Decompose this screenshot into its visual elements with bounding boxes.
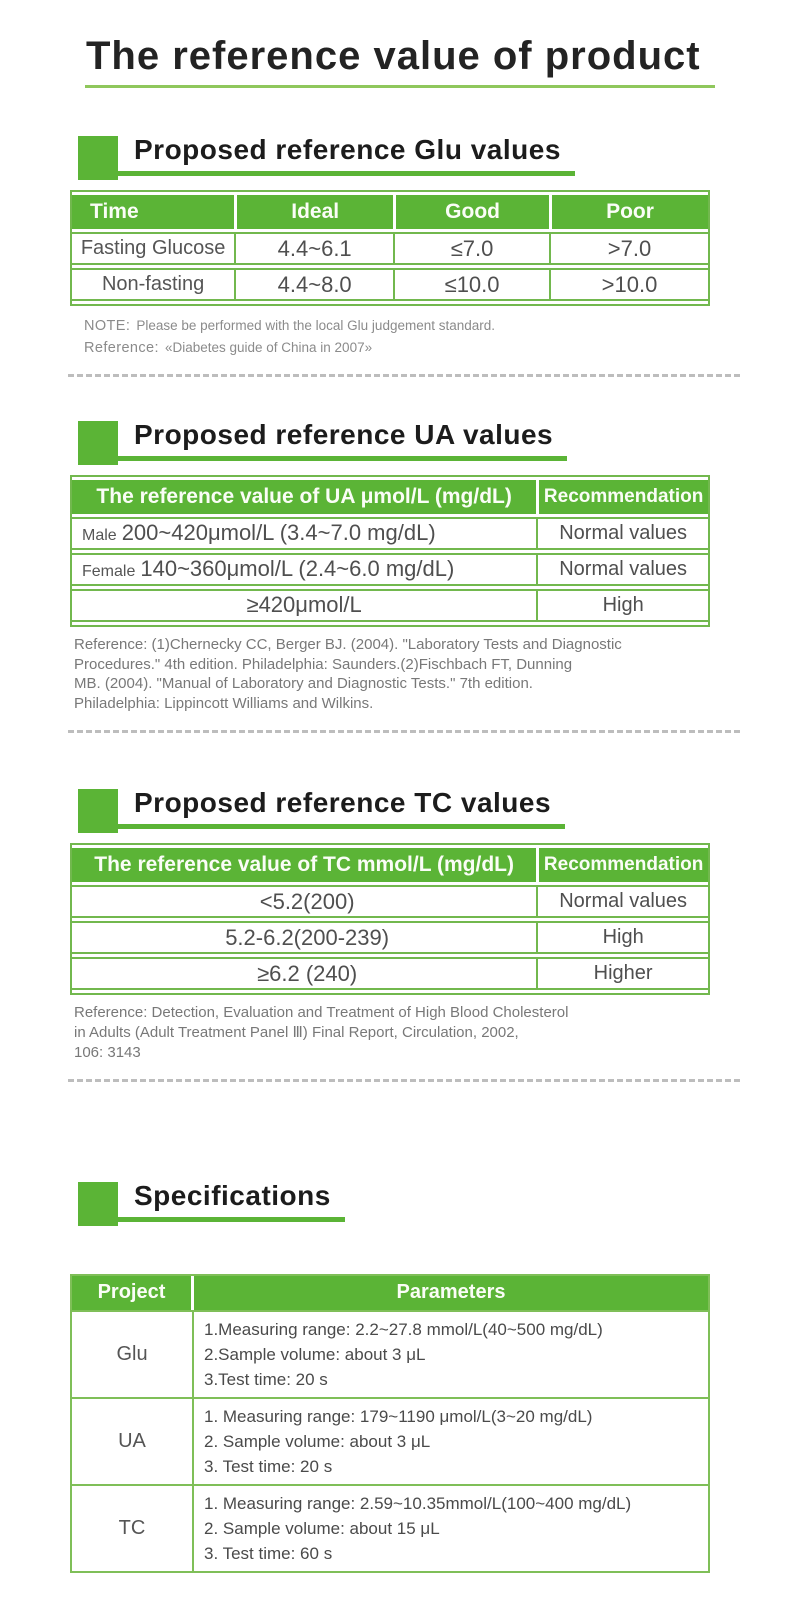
parameter-line: 3.Test time: 20 s: [204, 1369, 328, 1389]
sex-label: Male: [82, 527, 117, 545]
reference-line: Reference: Detection, Evaluation and Treatment of High Blood Cholesterol: [74, 1004, 569, 1022]
dashed-divider: [68, 1079, 740, 1082]
section-glu: [70, 134, 712, 360]
section-glu-heading: Proposed reference Glu values: [118, 134, 575, 176]
tc-table-body: [72, 885, 708, 990]
glu-table-body: [72, 232, 708, 301]
tc-cell-recommendation: High: [536, 921, 708, 954]
tc-table-head: [72, 848, 708, 882]
spec-table-body: [72, 1310, 708, 1571]
glu-col-good: Good: [393, 195, 549, 229]
ua-col-recommendation: Recommendation: [536, 480, 708, 514]
glu-col-time: Time: [72, 195, 234, 229]
ua-range: 140~360μmol/L (2.4~6.0 mg/dL): [140, 556, 455, 582]
tc-col-main: The reference value of TC mmol/L (mg/dL): [72, 848, 536, 882]
glu-header-row: [72, 195, 708, 229]
spec-parameters-ua: [194, 1397, 708, 1484]
glu-cell-good: ≤10.0: [393, 268, 549, 301]
parameter-line: 1. Measuring range: 179~1190 μmol/L(3~20 mg/dL): [204, 1406, 593, 1426]
ua-table-body: [72, 517, 708, 622]
glu-cell-poor: >10.0: [549, 268, 708, 301]
green-square-bullet: [78, 136, 118, 180]
parameter-line: 2. Sample volume: about 3 μL: [204, 1431, 431, 1451]
table-row: [72, 1397, 708, 1484]
glu-cell-ideal: 4.4~6.1: [234, 232, 393, 265]
spec-col-project: Project: [72, 1276, 194, 1310]
section-ua: [70, 419, 712, 714]
table-row: [72, 1310, 708, 1397]
spec-parameters-tc: [194, 1484, 708, 1571]
glu-reference-line: [84, 338, 712, 360]
spec-header-row: [72, 1276, 708, 1310]
ua-header-row: [72, 480, 708, 514]
glu-cell-time: Fasting Glucose: [72, 232, 234, 265]
parameter-line: 2. Sample volume: about 15 μL: [204, 1518, 440, 1538]
reference-line: in Adults (Adult Treatment Panel Ⅲ) Final Report, Circulation, 2002,: [74, 1024, 519, 1042]
glu-table: [70, 190, 710, 306]
table-row: [72, 232, 708, 265]
parameter-line: 1.Measuring range: 2.2~27.8 mmol/L(40~500 mg/dL): [204, 1319, 603, 1339]
table-row: [72, 589, 708, 622]
parameter-line: 3. Test time: 60 s: [204, 1543, 333, 1563]
reference-line: Reference: (1)Chernecky CC, Berger BJ. (2004). "Laboratory Tests and Diagnostic: [74, 635, 622, 653]
reference-line: 106: 3143: [74, 1043, 141, 1061]
parameter-line: 3. Test time: 20 s: [204, 1456, 333, 1476]
spec-project-tc: TC: [72, 1484, 194, 1571]
glu-cell-ideal: 4.4~8.0: [234, 268, 393, 301]
parameter-line: 1. Measuring range: 2.59~10.35mmol/L(100~400 mg/dL): [204, 1493, 632, 1513]
glu-note: [84, 316, 712, 360]
glu-table-head: [72, 195, 708, 229]
section-ua-heading: Proposed reference UA values: [118, 419, 567, 461]
ua-cell-recommendation: High: [536, 589, 708, 622]
table-row: [72, 553, 708, 586]
section-specifications-header: [78, 1180, 712, 1222]
section-tc: [70, 787, 712, 1063]
table-row: [72, 517, 708, 550]
reference-line: Philadelphia: Lippincott Williams and Wilkins.: [74, 695, 374, 713]
tc-header-row: [72, 848, 708, 882]
table-row: [72, 268, 708, 301]
specifications-table: [70, 1274, 710, 1573]
glu-cell-good: ≤7.0: [393, 232, 549, 265]
reference-label: Reference:: [84, 339, 159, 356]
reference-line: Procedures." 4th edition. Philadelphia: Saunders.(2)Fischbach FT, Dunning: [74, 655, 573, 673]
table-row: [72, 957, 708, 990]
tc-cell-value: ≥6.2 (240): [72, 957, 536, 990]
glu-note-line: [84, 316, 712, 338]
page-title: The reference value of product: [86, 34, 701, 78]
ua-cell-value: [72, 517, 536, 550]
section-tc-heading: Proposed reference TC values: [118, 787, 565, 829]
dashed-divider: [68, 374, 740, 377]
ua-cell-value: [72, 589, 536, 622]
reference-line: MB. (2004). "Manual of Laboratory and Diagnostic Tests." 7th edition.: [74, 675, 533, 693]
title-underline: [85, 85, 715, 88]
glu-col-ideal: Ideal: [234, 195, 393, 229]
spec-table-head: [72, 1276, 708, 1310]
dashed-divider: [68, 730, 740, 733]
ua-range: ≥420μmol/L: [246, 592, 362, 618]
note-label: NOTE:: [84, 318, 131, 335]
section-glu-header: [78, 134, 712, 176]
tc-table: [70, 843, 710, 995]
tc-reference: [74, 1003, 712, 1062]
section-tc-header: [78, 787, 712, 829]
green-square-bullet: [78, 1182, 118, 1226]
table-row: [72, 885, 708, 918]
tc-cell-recommendation: Higher: [536, 957, 708, 990]
spec-col-parameters: Parameters: [194, 1276, 708, 1310]
spec-parameters-glu: [194, 1310, 708, 1397]
table-row: [72, 1484, 708, 1571]
ua-cell-recommendation: Normal values: [536, 553, 708, 586]
glu-cell-poor: >7.0: [549, 232, 708, 265]
ua-table-head: [72, 480, 708, 514]
section-specifications-heading: Specifications: [118, 1180, 345, 1222]
ua-table: [70, 475, 710, 627]
green-square-bullet: [78, 789, 118, 833]
spec-project-ua: UA: [72, 1397, 194, 1484]
ua-cell-value: [72, 553, 536, 586]
ua-col-main: The reference value of UA μmol/L (mg/dL): [72, 480, 536, 514]
reference-text: «Diabetes guide of China in 2007»: [164, 339, 373, 355]
section-ua-header: [78, 419, 712, 461]
glu-col-poor: Poor: [549, 195, 708, 229]
ua-reference: [74, 635, 712, 714]
glu-cell-time: Non-fasting: [72, 268, 234, 301]
green-square-bullet: [78, 421, 118, 465]
table-row: [72, 921, 708, 954]
ua-cell-recommendation: Normal values: [536, 517, 708, 550]
note-text: Please be performed with the local Glu judgement standard.: [136, 318, 496, 334]
ua-range: 200~420μmol/L (3.4~7.0 mg/dL): [121, 520, 436, 546]
tc-cell-value: <5.2(200): [72, 885, 536, 918]
tc-cell-recommendation: Normal values: [536, 885, 708, 918]
parameter-line: 2.Sample volume: about 3 μL: [204, 1344, 426, 1364]
tc-col-recommendation: Recommendation: [536, 848, 708, 882]
section-specifications: [70, 1180, 712, 1573]
spec-project-glu: Glu: [72, 1310, 194, 1397]
tc-cell-value: 5.2-6.2(200-239): [72, 921, 536, 954]
sex-label: Female: [82, 563, 136, 581]
